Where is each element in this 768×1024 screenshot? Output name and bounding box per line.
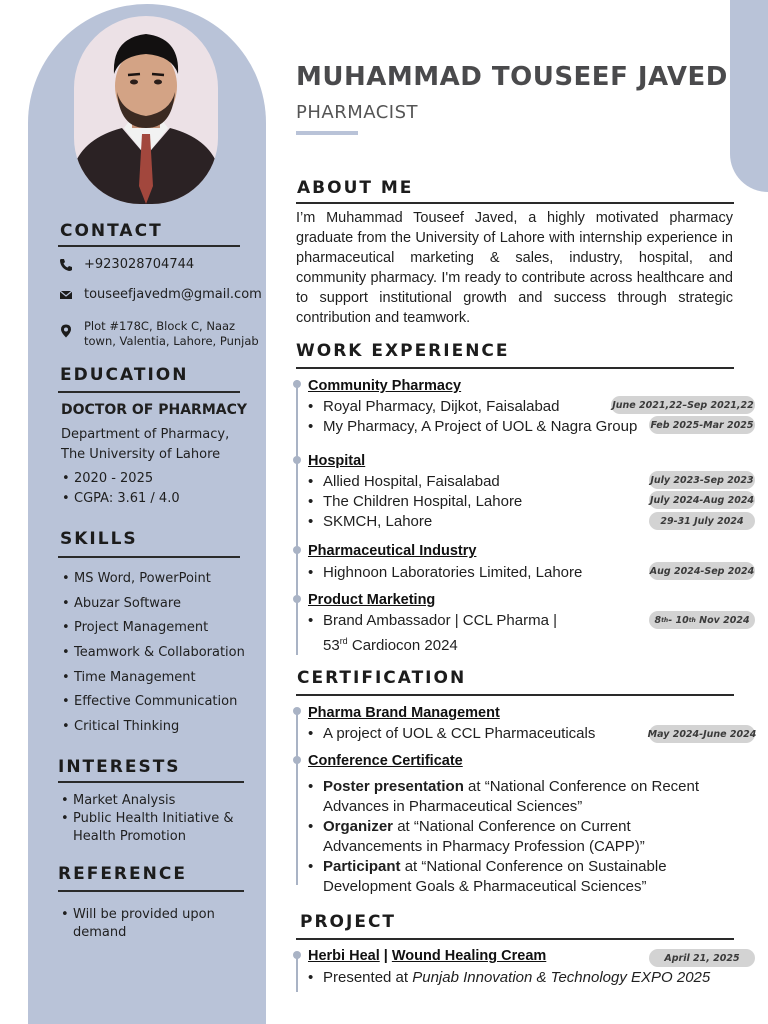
conference-line1 <box>308 817 645 837</box>
skill-item: • Project Management <box>62 620 245 645</box>
hospital-item-text: Allied Hospital, Faisalabad <box>323 473 500 490</box>
email-icon <box>59 288 73 302</box>
education-university: The University of Lahore <box>61 447 221 462</box>
conference-text: at “National Conference on Current <box>393 818 631 835</box>
date-suffix: th <box>661 616 669 624</box>
date-badge: June 2021,22–Sep 2021,22 <box>611 396 755 414</box>
industry-item: • Highnoon Laboratories Limited, Lahore <box>308 564 583 581</box>
interests-heading: INTERESTS <box>58 757 181 777</box>
date-badge: Feb 2025-Mar 2025 <box>649 416 755 434</box>
timeline-dot <box>293 951 301 959</box>
job-title: PHARMACIST <box>296 102 419 123</box>
date-part: 8 <box>654 614 662 626</box>
skill-item: • Teamwork & Collaboration <box>62 645 245 670</box>
marketing-line2 <box>308 631 557 656</box>
certification-divider <box>296 694 734 696</box>
timeline-dot <box>293 595 301 603</box>
hospital-item: • Allied Hospital, Faisalabad <box>308 473 500 490</box>
timeline-dot <box>293 546 301 554</box>
conference-text: at “National Conference on Recent <box>463 778 700 795</box>
marketing-event: Cardiocon 2024 <box>347 637 458 654</box>
contact-heading: CONTACT <box>60 221 163 241</box>
conference-item: • Organizer at “National Conference on Current Advancements in Pharmacy Profession (CAPP)” <box>308 818 645 855</box>
profile-photo-illustration <box>74 16 218 204</box>
hospital-item-text: The Children Hospital, Lahore <box>323 493 523 510</box>
education-divider <box>58 391 240 393</box>
project-prefix: Presented at <box>323 969 413 986</box>
conference-line1 <box>308 857 667 877</box>
contact-address-line2: town, Valentia, Lahore, Punjab <box>84 334 259 348</box>
date-suffix: th <box>688 616 696 624</box>
profile-photo <box>74 16 218 204</box>
industry-item-text: Highnoon Laboratories Limited, Lahore <box>323 564 583 581</box>
marketing-line1: Brand Ambassador | CCL Pharma | <box>323 612 558 629</box>
contact-phone[interactable]: +923028704744 <box>84 257 195 272</box>
community-item: • Royal Pharmacy, Dijkot, Faisalabad <box>308 398 560 415</box>
industry-title: Pharmaceutical Industry <box>308 543 477 559</box>
project-name: Herbi Heal <box>308 948 380 964</box>
certification-heading: CERTIFICATION <box>297 668 467 688</box>
date-badge: July 2024-Aug 2024 <box>649 491 755 509</box>
brand-management-title: Pharma Brand Management <box>308 705 500 721</box>
contact-address-line1: Plot #178C, Block C, Naaz <box>84 319 236 333</box>
conference-line2: Advancements in Pharmacy Profession (CAPP)” <box>323 838 645 855</box>
location-icon <box>59 324 73 338</box>
hospital-item: • The Children Hospital, Lahore <box>308 493 523 510</box>
reference-heading: REFERENCE <box>58 864 187 884</box>
hospital-title: Hospital <box>308 453 366 469</box>
education-details <box>62 471 180 511</box>
conference-item: • Participant at “National Conference on Sustainable Development Goals & Pharmaceutical Sciences” <box>308 858 667 895</box>
about-heading: ABOUT ME <box>297 178 414 198</box>
education-cgpa: • CGPA: 3.61 / 4.0 <box>62 491 180 511</box>
interest-item: • Public Health Initiative & <box>61 811 233 829</box>
project-description <box>308 968 710 988</box>
conference-line1 <box>308 777 699 797</box>
conference-text: at “National Conference on Sustainable <box>400 858 667 875</box>
date-badge: 29-31 July 2024 <box>649 512 755 530</box>
conference-item: • Poster presentation at “National Conference on Recent Advances in Pharmaceutical Sciences” <box>308 778 700 815</box>
date-part: Nov 2024 <box>695 614 750 626</box>
contact-divider <box>58 245 240 247</box>
conference-role: Participant <box>323 858 401 875</box>
project-subtitle: Wound Healing Cream <box>391 948 547 964</box>
skill-item: • Effective Communication <box>62 694 245 719</box>
education-heading: EDUCATION <box>60 365 189 385</box>
conference-role: Organizer <box>323 818 394 835</box>
project-separator: | <box>379 948 392 964</box>
skill-item: • Abuzar Software <box>62 596 245 621</box>
phone-icon <box>59 258 73 272</box>
project-item: • Presented at Punjab Innovation & Technology EXPO 2025 <box>308 969 711 986</box>
community-item: • My Pharmacy, A Project of UOL & Nagra Group <box>308 418 638 435</box>
community-pharmacy-title: Community Pharmacy <box>308 378 462 394</box>
date-badge: Aug 2024-Sep 2024 <box>649 562 755 580</box>
interest-item: • Market Analysis <box>61 793 233 811</box>
date-badge: April 21, 2025 <box>649 949 755 967</box>
work-heading: WORK EXPERIENCE <box>296 341 510 361</box>
skills-divider <box>58 556 240 558</box>
education-years: • 2020 - 2025 <box>62 471 180 491</box>
marketing-ordinal-suffix: rd <box>339 636 348 646</box>
timeline-dot <box>293 707 301 715</box>
community-item-text: Royal Pharmacy, Dijkot, Faisalabad <box>323 398 560 415</box>
work-timeline <box>296 380 298 655</box>
interest-item-text: Health Promotion <box>73 829 186 844</box>
conference-line2: Advances in Pharmaceutical Sciences” <box>323 798 583 815</box>
education-degree: DOCTOR OF PHARMACY <box>61 402 248 418</box>
interests-list <box>61 793 233 847</box>
reference-divider <box>58 890 244 892</box>
date-badge: July 2023-Sep 2023 <box>649 471 755 489</box>
conference-line2: Development Goals & Pharmaceutical Sciences” <box>323 878 647 895</box>
project-divider <box>296 938 734 940</box>
project-event: Punjab Innovation & Technology EXPO 2025 <box>412 969 711 986</box>
marketing-ordinal: 53 <box>323 637 340 654</box>
brand-management-item: • A project of UOL & CCL Pharmaceuticals <box>308 725 596 742</box>
skills-list <box>62 571 245 744</box>
date-badge: May 2024-June 2024 <box>649 725 755 743</box>
title-underline <box>296 131 358 135</box>
timeline-dot <box>293 380 301 388</box>
timeline-dot <box>293 756 301 764</box>
skill-item: • Time Management <box>62 670 245 695</box>
marketing-title: Product Marketing <box>308 592 436 608</box>
project-title <box>308 948 546 964</box>
marketing-item: • Brand Ambassador | CCL Pharma | 53rd Cardiocon 2024 <box>308 612 558 654</box>
interests-divider <box>58 781 244 783</box>
timeline-dot <box>293 456 301 464</box>
conference-title: Conference Certificate <box>308 753 463 769</box>
about-divider <box>296 202 734 204</box>
conference-role: Poster presentation <box>323 778 464 795</box>
skill-item: • Critical Thinking <box>62 719 245 744</box>
reference-item: • Will be provided upon <box>61 907 215 925</box>
project-heading: PROJECT <box>300 912 397 932</box>
contact-email[interactable]: touseefjavedm@gmail.com <box>84 287 262 302</box>
reference-item-continued <box>61 925 215 943</box>
work-divider <box>296 367 734 369</box>
education-department: Department of Pharmacy, <box>61 427 230 442</box>
date-part: - 10 <box>668 614 689 626</box>
date-badge <box>649 611 755 629</box>
skill-item: • MS Word, PowerPoint <box>62 571 245 596</box>
brand-management-text: A project of UOL & CCL Pharmaceuticals <box>323 725 596 742</box>
about-text: I’m Muhammad Touseef Javed, a highly motivated pharmacy graduate from the University of Lahore with internship experience in pharmaceutical marketing & sales, industry, hospital, and community pharmacy. I'm ready to contribute across healthcare and to support institutional growth and success through strategic contribution and teamwork. <box>296 210 733 326</box>
reference-item-text: demand <box>73 925 127 940</box>
hospital-item: • SKMCH, Lahore <box>308 513 433 530</box>
interest-item-continued <box>61 829 233 847</box>
community-item-text: My Pharmacy, A Project of UOL & Nagra Group <box>323 418 638 435</box>
reference-list <box>61 907 215 943</box>
person-name: MUHAMMAD TOUSEEF JAVED <box>296 62 728 92</box>
skills-heading: SKILLS <box>60 529 138 549</box>
hospital-item-text: SKMCH, Lahore <box>323 513 433 530</box>
corner-decoration <box>730 0 768 192</box>
certification-timeline <box>296 708 298 885</box>
